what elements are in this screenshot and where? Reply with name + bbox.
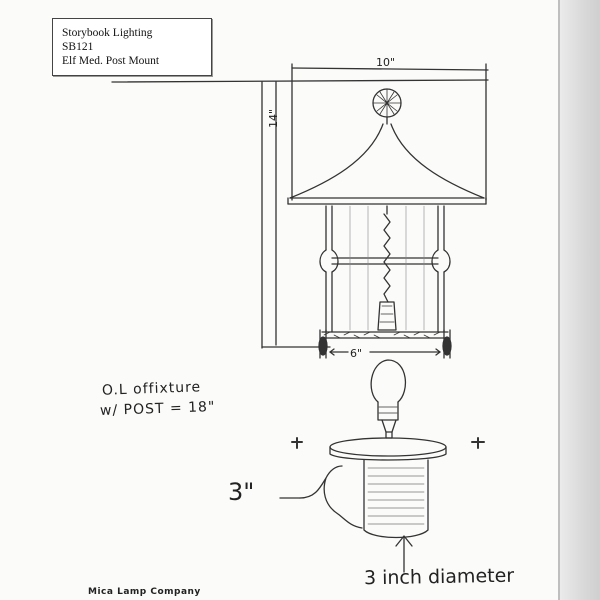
width-top-dimension: 10" [376, 56, 396, 69]
bottom-ring-hatch [324, 332, 440, 338]
product-code: SB121 [62, 41, 94, 53]
left-bolt-mark [292, 438, 302, 448]
left-foot-knob [319, 337, 327, 355]
bottom-ring [322, 332, 448, 338]
company-footer: Mica Lamp Company [88, 587, 201, 597]
right-post-bulge [432, 250, 450, 272]
bulb-base [378, 402, 398, 420]
product-name: Elf Med. Post Mount [62, 55, 160, 67]
center-chain [384, 206, 390, 302]
base-feet [320, 330, 450, 358]
height-dimension-label: 14" [267, 108, 281, 129]
post-height-label: 3" [228, 478, 255, 506]
bulb-contact [386, 432, 392, 438]
roof-rim-ends [288, 198, 486, 204]
mount-line [112, 80, 488, 82]
glass-panel-lines [350, 206, 424, 330]
bulb-tip [382, 420, 396, 432]
fixture-note-line1: O.L offixture [101, 379, 202, 399]
bulb-glass [371, 360, 405, 402]
right-foot-knob [443, 337, 451, 355]
post-diameter-label: 3 inch diameter [363, 564, 515, 590]
socket-ridges [380, 306, 394, 322]
bulb-threads [379, 407, 397, 413]
roof-right-edge [391, 124, 484, 198]
left-post-lower [326, 272, 332, 332]
right-bolt-mark [472, 438, 484, 448]
height-brace [300, 466, 362, 528]
fixture-note-line2: w/ POST = 18" [99, 398, 216, 420]
right-post-lower [438, 272, 444, 332]
width-bottom-dimension: 6" [350, 347, 363, 360]
right-post-upper [438, 206, 444, 250]
left-post-upper [326, 206, 332, 250]
brand-name: Storybook Lighting [62, 27, 153, 39]
post-shading [368, 468, 424, 524]
post-body [364, 460, 428, 538]
left-post-bulge [320, 250, 338, 272]
post-plate-top [330, 438, 446, 456]
roof-left-edge [290, 124, 383, 198]
